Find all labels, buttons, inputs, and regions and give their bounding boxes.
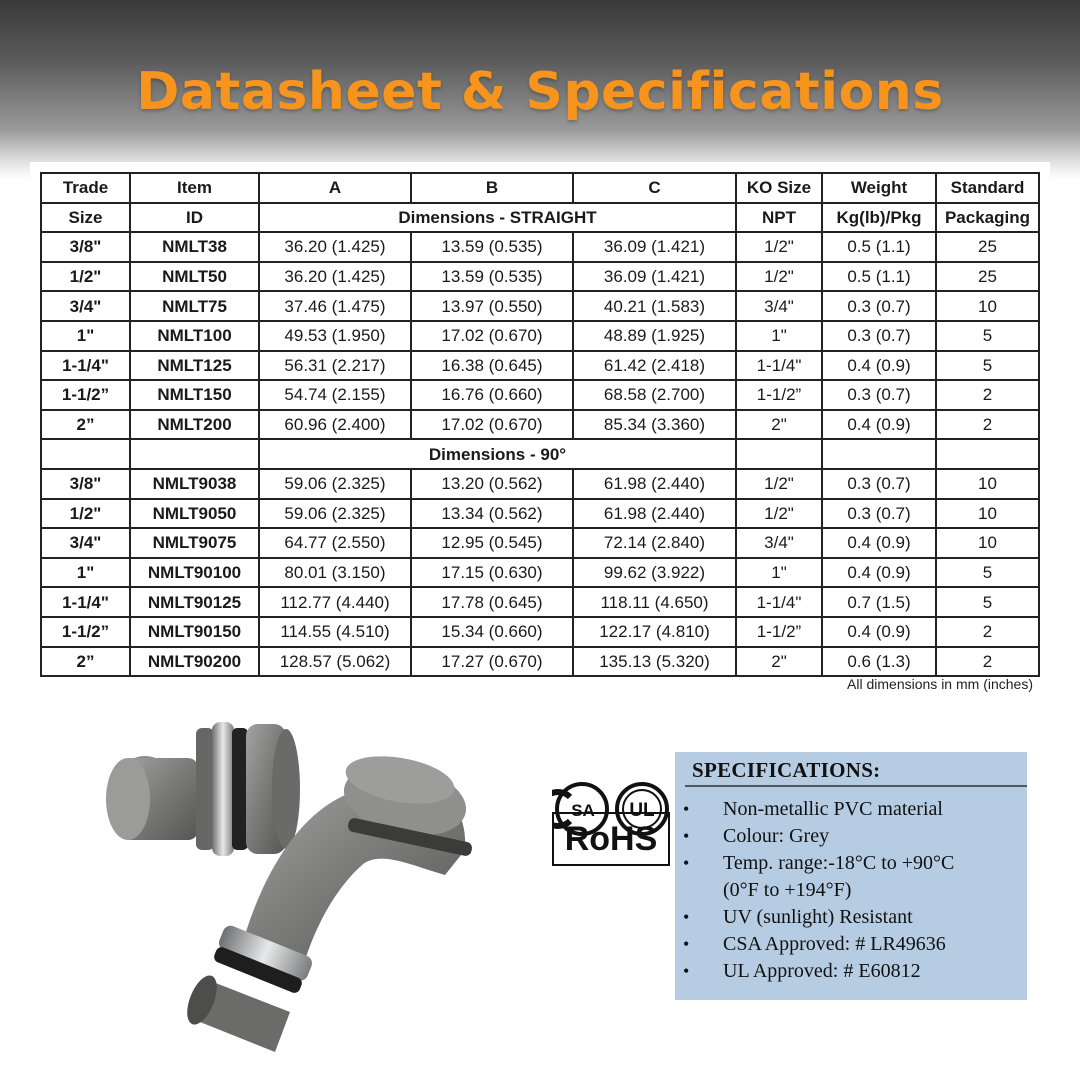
bullet-icon: • [683,934,690,954]
trade-size-cell: 1-1/2” [41,617,130,647]
dim-c-cell: 48.89 (1.925) [573,321,736,351]
item-id-cell: NMLT90125 [130,587,259,617]
section-90-header [41,439,1039,469]
spec-text: UV (sunlight) Resistant [723,906,913,928]
dim-c-cell: 40.21 (1.583) [573,291,736,321]
header-trade: Trade [41,173,130,203]
dim-a-cell: 64.77 (2.550) [259,528,411,558]
ko-size-cell: 3/4" [736,291,822,321]
header-a: A [259,173,411,203]
table-footnote: All dimensions in mm (inches) [847,676,1033,692]
dim-a-cell: 59.06 (2.325) [259,499,411,529]
bullet-icon: • [683,907,690,927]
dim-a-cell: 114.55 (4.510) [259,617,411,647]
header-npt: NPT [736,203,822,233]
ko-size-cell: 1/2" [736,232,822,262]
weight-cell: 0.4 (0.9) [822,351,936,381]
spec-text: UL Approved: # E60812 [723,960,921,982]
table-row [41,410,1039,440]
spec-text: (0°F to +194°F) [723,879,852,901]
section-blank [130,439,259,469]
ko-size-cell: 2" [736,647,822,677]
bullet-icon: • [683,853,690,873]
dim-b-cell: 17.27 (0.670) [411,647,573,677]
header-weight-unit: Kg(lb)/Pkg [822,203,936,233]
dim-a-cell: 59.06 (2.325) [259,469,411,499]
datasheet-panel [30,162,1050,698]
csa-mark-text: SA [571,801,595,820]
item-id-cell: NMLT100 [130,321,259,351]
trade-size-cell: 1-1/4" [41,351,130,381]
page-title: Datasheet & Specifications [136,62,944,122]
spec-item [683,823,954,850]
weight-cell: 0.6 (1.3) [822,647,936,677]
dim-c-cell: 61.98 (2.440) [573,469,736,499]
bullet-icon: • [683,826,690,846]
weight-cell: 0.4 (0.9) [822,410,936,440]
weight-cell: 0.4 (0.9) [822,558,936,588]
table-subheader-row [41,203,1039,233]
dim-b-cell: 15.34 (0.660) [411,617,573,647]
dim-c-cell: 72.14 (2.840) [573,528,736,558]
weight-cell: 0.7 (1.5) [822,587,936,617]
dim-a-cell: 37.46 (1.475) [259,291,411,321]
dim-b-cell: 12.95 (0.545) [411,528,573,558]
item-id-cell: NMLT75 [130,291,259,321]
dim-c-cell: 61.42 (2.418) [573,351,736,381]
rohs-badge: RoHS [552,812,670,866]
ul-mark-text: UL [629,800,655,821]
trade-size-cell: 3/8" [41,469,130,499]
trade-size-cell: 1" [41,558,130,588]
spec-text: Temp. range:-18°C to +90°C [723,852,955,874]
trade-size-cell: 1" [41,321,130,351]
packaging-cell: 2 [936,647,1039,677]
dim-b-cell: 17.78 (0.645) [411,587,573,617]
item-id-cell: NMLT90200 [130,647,259,677]
header-b: B [411,173,573,203]
table-row [41,469,1039,499]
header-packaging: Packaging [936,203,1039,233]
dim-b-cell: 17.15 (0.630) [411,558,573,588]
trade-size-cell: 1-1/2” [41,380,130,410]
weight-cell: 0.3 (0.7) [822,499,936,529]
ko-size-cell: 1/2" [736,499,822,529]
packaging-cell: 5 [936,587,1039,617]
header-c: C [573,173,736,203]
ko-size-cell: 1-1/4" [736,587,822,617]
ko-size-cell: 1-1/2” [736,617,822,647]
item-id-cell: NMLT38 [130,232,259,262]
header-standard: Standard [936,173,1039,203]
item-id-cell: NMLT150 [130,380,259,410]
item-id-cell: NMLT125 [130,351,259,381]
weight-cell: 0.3 (0.7) [822,469,936,499]
trade-size-cell: 1-1/4" [41,587,130,617]
ko-size-cell: 1-1/2” [736,380,822,410]
trade-size-cell: 3/8" [41,232,130,262]
weight-cell: 0.4 (0.9) [822,617,936,647]
table-row [41,587,1039,617]
table-row [41,528,1039,558]
dim-b-cell: 13.59 (0.535) [411,232,573,262]
heading-divider [685,785,1027,787]
dim-b-cell: 13.97 (0.550) [411,291,573,321]
spec-item-continuation [683,877,954,904]
section-row-90 [41,439,1039,469]
section-blank [41,439,130,469]
table-row [41,617,1039,647]
dim-c-cell: 36.09 (1.421) [573,262,736,292]
specifications-heading: SPECIFICATIONS: [692,758,881,782]
header-ko-size: KO Size [736,173,822,203]
dim-a-cell: 36.20 (1.425) [259,232,411,262]
weight-cell: 0.3 (0.7) [822,291,936,321]
table-row [41,291,1039,321]
elbow-rows [41,469,1039,676]
packaging-cell: 10 [936,499,1039,529]
ko-size-cell: 1" [736,321,822,351]
table-row [41,262,1039,292]
packaging-cell: 5 [936,351,1039,381]
dim-c-cell: 68.58 (2.700) [573,380,736,410]
spec-item [683,931,954,958]
packaging-cell: 2 [936,410,1039,440]
dim-a-cell: 80.01 (3.150) [259,558,411,588]
item-id-cell: NMLT90150 [130,617,259,647]
table-row [41,232,1039,262]
section-blank [936,439,1039,469]
dim-c-cell: 135.13 (5.320) [573,647,736,677]
trade-size-cell: 3/4" [41,291,130,321]
dimensions-table [40,172,1040,677]
packaging-cell: 2 [936,617,1039,647]
table-row [41,647,1039,677]
dim-b-cell: 17.02 (0.670) [411,321,573,351]
bullet-icon: • [683,961,690,981]
ko-size-cell: 1" [736,558,822,588]
section-90-label: Dimensions - 90° [259,439,736,469]
dim-b-cell: 13.20 (0.562) [411,469,573,499]
dim-c-cell: 36.09 (1.421) [573,232,736,262]
ko-size-cell: 2" [736,410,822,440]
weight-cell: 0.5 (1.1) [822,262,936,292]
straight-connector [106,722,300,856]
specifications-list [683,796,954,985]
packaging-cell: 10 [936,528,1039,558]
table-row [41,321,1039,351]
spec-item [683,850,954,877]
spec-text: Colour: Grey [723,825,830,847]
section-blank [822,439,936,469]
trade-size-cell: 2” [41,410,130,440]
dim-a-cell: 36.20 (1.425) [259,262,411,292]
header-size: Size [41,203,130,233]
table-row [41,558,1039,588]
weight-cell: 0.3 (0.7) [822,321,936,351]
dim-a-cell: 54.74 (2.155) [259,380,411,410]
dim-c-cell: 122.17 (4.810) [573,617,736,647]
item-id-cell: NMLT50 [130,262,259,292]
trade-size-cell: 3/4" [41,528,130,558]
weight-cell: 0.4 (0.9) [822,528,936,558]
packaging-cell: 10 [936,291,1039,321]
weight-cell: 0.3 (0.7) [822,380,936,410]
ko-size-cell: 1/2" [736,469,822,499]
spec-item [683,904,954,931]
packaging-cell: 25 [936,262,1039,292]
header-item: Item [130,173,259,203]
item-id-cell: NMLT90100 [130,558,259,588]
weight-cell: 0.5 (1.1) [822,232,936,262]
trade-size-cell: 1/2" [41,262,130,292]
table-header-row [41,173,1039,203]
ko-size-cell: 1-1/4" [736,351,822,381]
table-row [41,351,1039,381]
ko-size-cell: 1/2" [736,262,822,292]
item-id-cell: NMLT200 [130,410,259,440]
dim-a-cell: 112.77 (4.440) [259,587,411,617]
spec-item [683,958,954,985]
header-id: ID [130,203,259,233]
dim-b-cell: 16.38 (0.645) [411,351,573,381]
dim-b-cell: 13.34 (0.562) [411,499,573,529]
connector-fittings-image [100,700,500,1065]
spec-text: Non-metallic PVC material [723,798,943,820]
item-id-cell: NMLT9038 [130,469,259,499]
bullet-icon: • [683,799,690,819]
trade-size-cell: 1/2" [41,499,130,529]
header-dimensions-straight: Dimensions - STRAIGHT [259,203,736,233]
dim-b-cell: 16.76 (0.660) [411,380,573,410]
section-blank [736,439,822,469]
spec-text: CSA Approved: # LR49636 [723,933,946,955]
dim-a-cell: 60.96 (2.400) [259,410,411,440]
packaging-cell: 5 [936,558,1039,588]
dim-c-cell: 99.62 (3.922) [573,558,736,588]
ko-size-cell: 3/4" [736,528,822,558]
item-id-cell: NMLT9050 [130,499,259,529]
dim-c-cell: 61.98 (2.440) [573,499,736,529]
packaging-cell: 2 [936,380,1039,410]
item-id-cell: NMLT9075 [130,528,259,558]
packaging-cell: 5 [936,321,1039,351]
header-weight: Weight [822,173,936,203]
table-row [41,499,1039,529]
specifications-box [675,752,1027,1000]
dim-a-cell: 128.57 (5.062) [259,647,411,677]
table-row [41,380,1039,410]
straight-rows [41,232,1039,439]
dim-b-cell: 13.59 (0.535) [411,262,573,292]
trade-size-cell: 2” [41,647,130,677]
dim-a-cell: 56.31 (2.217) [259,351,411,381]
dim-b-cell: 17.02 (0.670) [411,410,573,440]
packaging-cell: 10 [936,469,1039,499]
dim-c-cell: 85.34 (3.360) [573,410,736,440]
dim-a-cell: 49.53 (1.950) [259,321,411,351]
spec-item [683,796,954,823]
packaging-cell: 25 [936,232,1039,262]
dim-c-cell: 118.11 (4.650) [573,587,736,617]
